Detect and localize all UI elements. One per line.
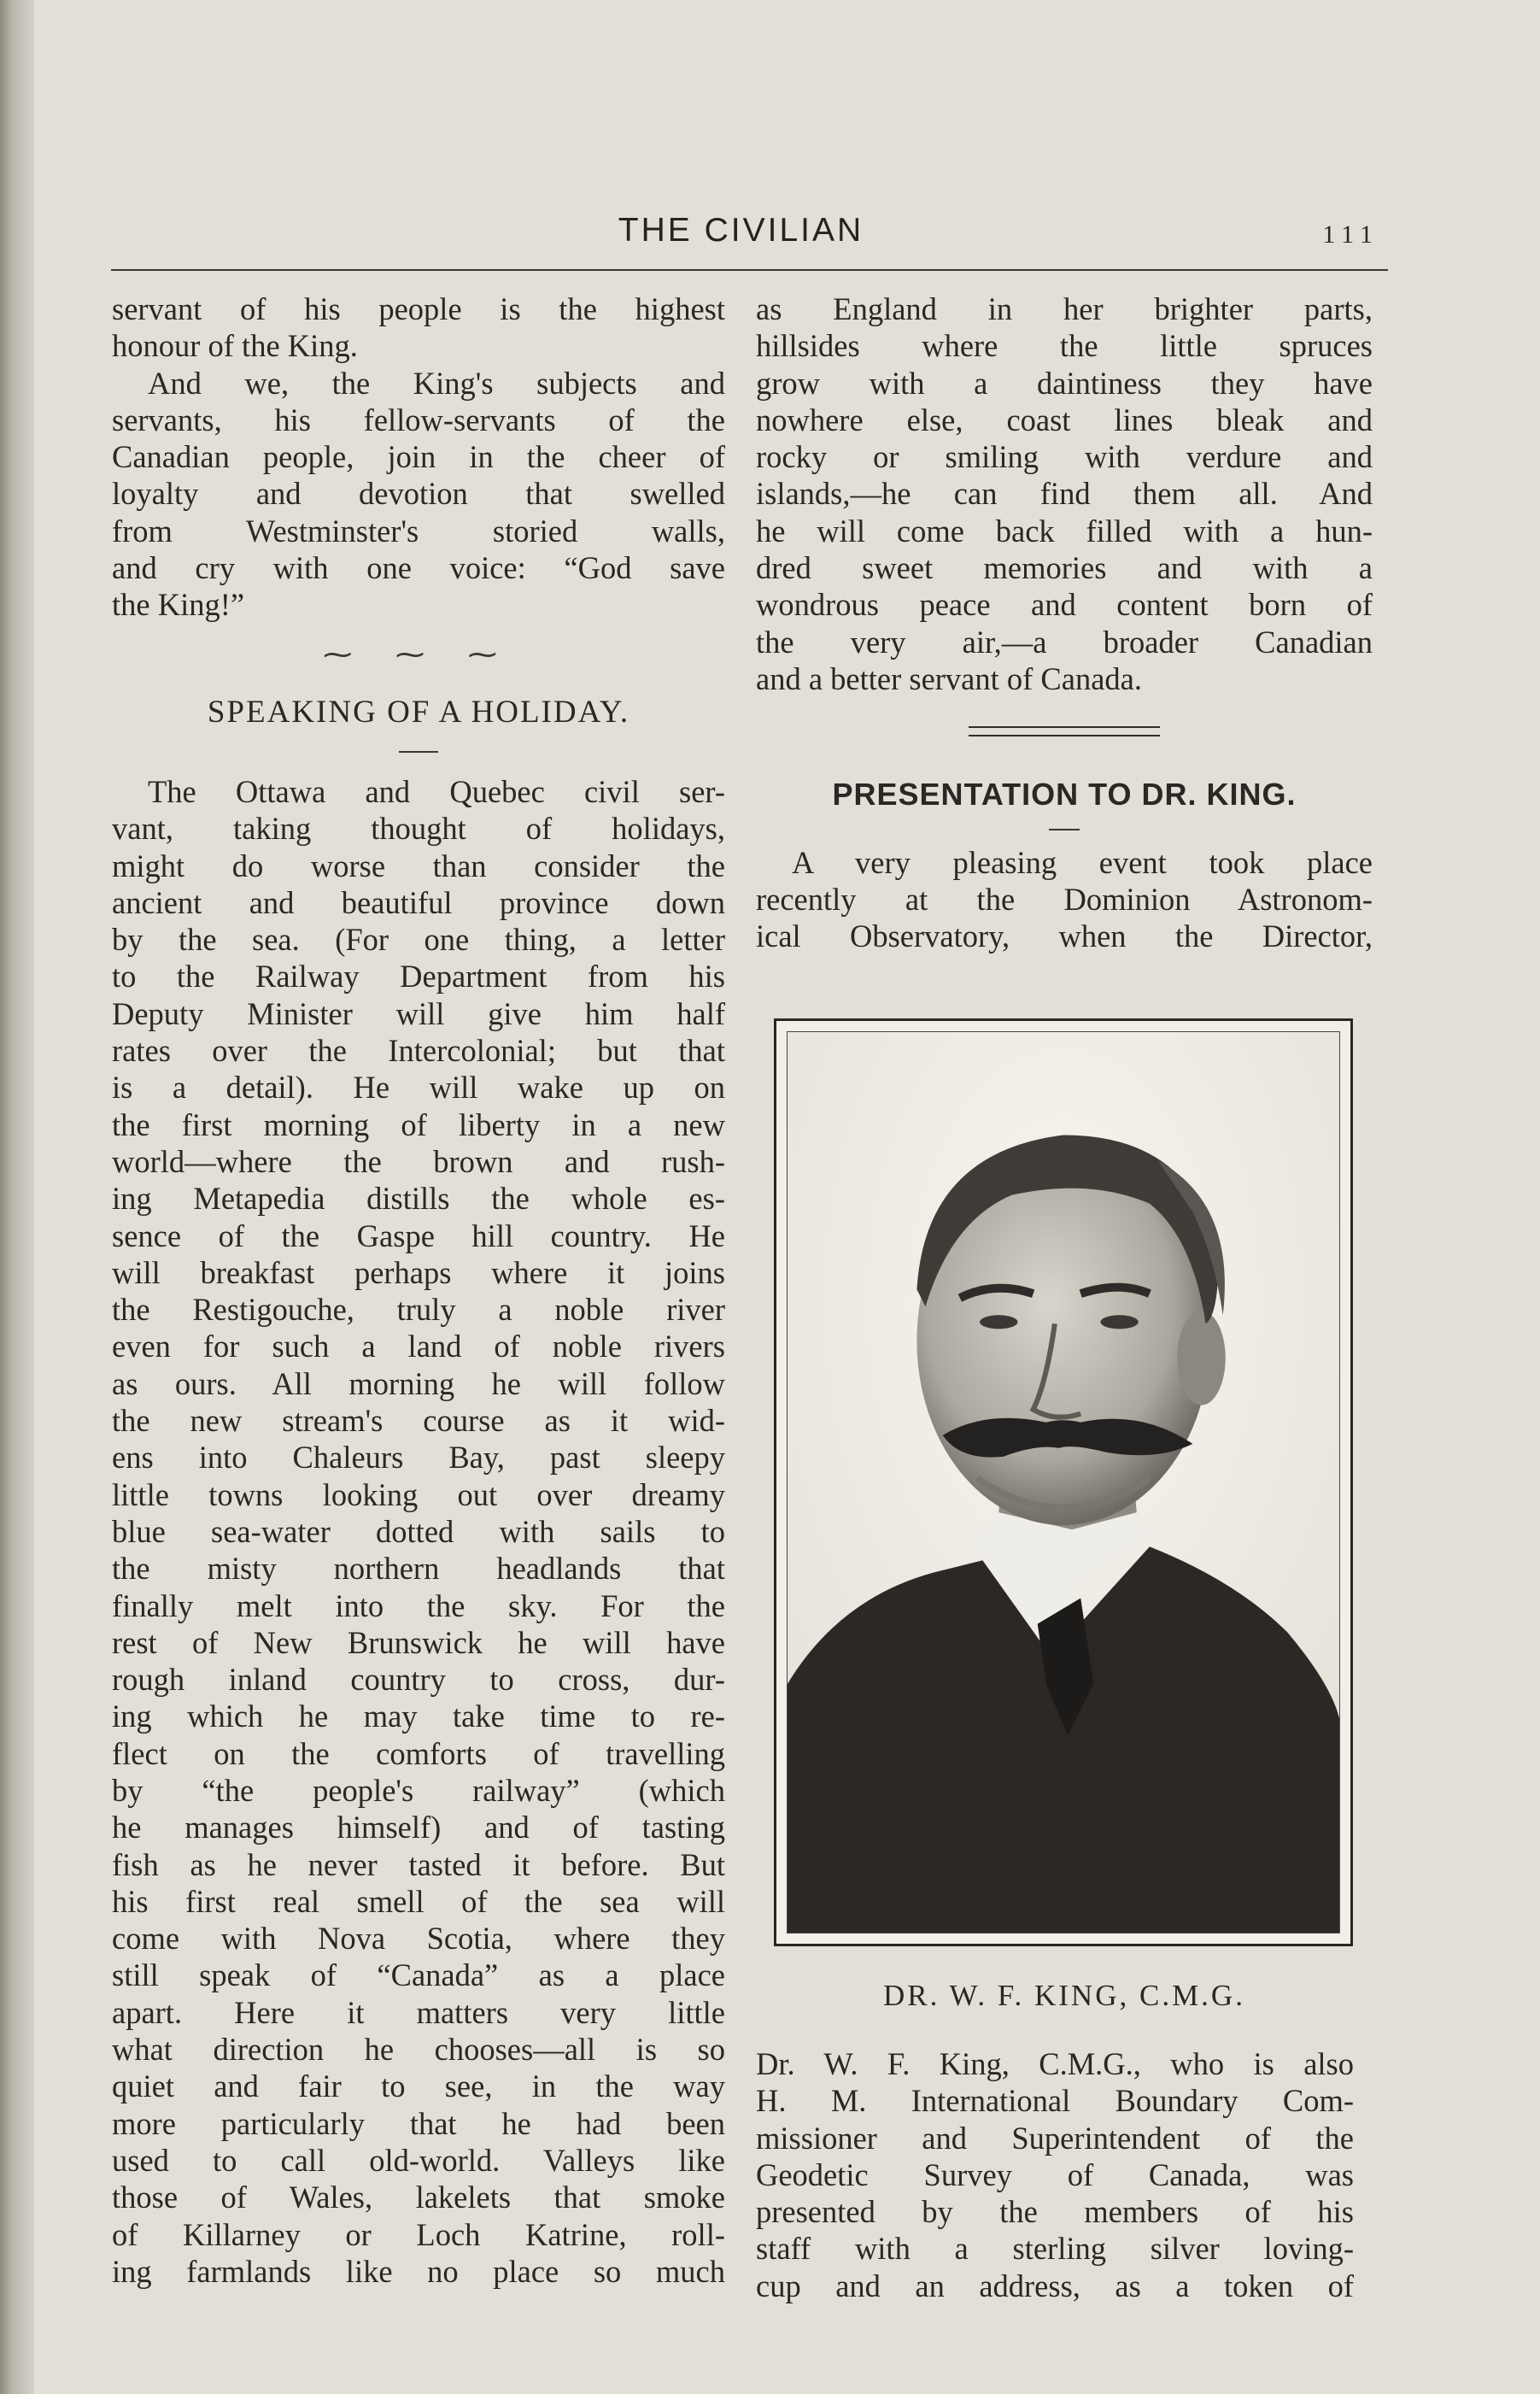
text-line: by the sea. (For one thing, a letter [112, 922, 725, 958]
heading-dash [1049, 829, 1080, 830]
text-line: wondrous peace and content born of [756, 587, 1373, 623]
text-line: cup and an address, as a token of [756, 2268, 1354, 2303]
text-line: even for such a land of noble rivers [112, 1329, 725, 1364]
text-line: still speak of “Canada” as a place [112, 1957, 725, 1993]
text-line: his first real smell of the sea will [112, 1883, 725, 1919]
text-line: Geodetic Survey of Canada, was [756, 2156, 1354, 2192]
text-line: Canadian people, join in the cheer of [112, 439, 725, 475]
text-line: sence of the Gaspe hill country. He [112, 1218, 725, 1253]
text-line: H. M. International Boundary Com- [756, 2083, 1354, 2119]
text-line: ing farmlands like no place so much [112, 2253, 725, 2289]
text-line: blue sea-water dotted with sails to [112, 1513, 725, 1549]
text-line: honour of the King. [112, 328, 358, 364]
page-header [94, 212, 1388, 272]
text-line: vant, taking thought of holidays, [112, 811, 725, 847]
section-double-rule [969, 726, 1160, 736]
text-line: from Westminster's storied walls, [112, 513, 725, 549]
text-line: Dr. W. F. King, C.M.G., who is also [756, 2046, 1354, 2081]
holiday-heading: SPEAKING OF A HOLIDAY. [207, 694, 630, 730]
text-line: the first morning of liberty in a new [112, 1106, 725, 1142]
text-line: by “the people's railway” (which [112, 1772, 725, 1808]
page-number: 111 [1322, 220, 1379, 249]
text-line: The Ottawa and Quebec civil ser- [148, 773, 725, 809]
text-line: ens into Chaleurs Bay, past sleepy [112, 1440, 725, 1476]
text-line: hillsides where the little spruces [756, 328, 1373, 364]
text-line: he will come back filled with a hun- [756, 513, 1373, 549]
text-line: ing which he may take time to re- [112, 1699, 725, 1734]
text-line: he manages himself) and of tasting [112, 1810, 725, 1845]
text-line: missioner and Superintendent of the [756, 2120, 1354, 2156]
text-line: more particularly that he had been [112, 2105, 725, 2141]
text-line: A very pleasing event took place [792, 844, 1373, 880]
left-paragraph-1 [112, 290, 725, 365]
right-paragraph-1 [756, 290, 1373, 697]
text-line: little towns looking out over dreamy [112, 1476, 725, 1512]
text-line: will breakfast perhaps where it joins [112, 1254, 725, 1290]
text-line: finally melt into the sky. For the [112, 1587, 725, 1623]
text-line: those of Wales, lakelets that smoke [112, 2180, 725, 2215]
text-line: fish as he never tasted it before. But [112, 1846, 725, 1882]
text-line: as England in her brighter parts, [756, 291, 1373, 326]
portrait-frame [774, 1018, 1353, 1946]
text-line: rocky or smiling with verdure and [756, 439, 1373, 475]
text-line: dred sweet memories and with a [756, 550, 1373, 586]
right-column [756, 290, 1373, 954]
text-line: might do worse than consider the [112, 848, 725, 883]
text-line: rates over the Intercolonial; but that [112, 1033, 725, 1069]
text-line: servants, his fellow-servants of the [112, 402, 725, 437]
text-line: the King!” [112, 587, 245, 623]
text-line: ancient and beautiful province down [112, 884, 725, 920]
right-column-bottom [756, 2045, 1354, 2304]
left-paragraph-3 [112, 773, 725, 2290]
heading-dash [399, 751, 438, 753]
text-line: come with Nova Scotia, where they [112, 1921, 725, 1957]
portrait-illustration [788, 1032, 1339, 1933]
text-line: used to call old-world. Valleys like [112, 2142, 725, 2178]
page-gutter-shadow [0, 0, 34, 2394]
presentation-heading: PRESENTATION TO DR. KING. [832, 777, 1297, 813]
left-column [112, 290, 725, 2290]
text-line: flect on the comforts of travelling [112, 1735, 725, 1771]
ornament-glyphs: ⁓ ⁓ ⁓ [323, 637, 514, 672]
header-rule [111, 269, 1388, 271]
text-line: to the Railway Department from his [112, 959, 725, 995]
right-paragraph-3 [756, 2045, 1354, 2304]
text-line: servant of his people is the highest [112, 291, 725, 326]
publication-title: THE CIVILIAN [618, 212, 864, 249]
text-line: the Restigouche, truly a noble river [112, 1292, 725, 1328]
text-line: the misty northern headlands that [112, 1551, 725, 1587]
text-line: ing Metapedia distills the whole es- [112, 1181, 725, 1217]
text-line: presented by the members of his [756, 2194, 1354, 2230]
text-line: the new stream's course as it wid- [112, 1403, 725, 1439]
text-line: staff with a sterling silver loving- [756, 2231, 1354, 2267]
text-line: and a better servant of Canada. [756, 660, 1142, 696]
section-ornament [112, 631, 725, 678]
text-line: And we, the King's subjects and [148, 365, 725, 401]
text-line: rest of New Brunswick he will have [112, 1624, 725, 1660]
text-line: quiet and fair to see, in the way [112, 2068, 725, 2104]
text-line: the very air,—a broader Canadian [756, 624, 1373, 660]
text-line: what direction he chooses—all is so [112, 2032, 725, 2068]
text-line: world—where the brown and rush- [112, 1143, 725, 1179]
portrait-photo [787, 1031, 1340, 1933]
text-line: ical Observatory, when the Director, [756, 918, 1373, 954]
text-line: recently at the Dominion Astronom- [756, 881, 1373, 917]
text-line: grow with a daintiness they have [756, 365, 1373, 401]
text-line: is a detail). He will wake up on [112, 1070, 725, 1106]
text-line: islands,—he can find them all. And [756, 476, 1373, 512]
text-line: rough inland country to cross, dur- [112, 1662, 725, 1698]
portrait-caption: DR. W. F. KING, C.M.G. [883, 1979, 1245, 2012]
left-paragraph-2 [112, 365, 725, 624]
text-line: nowhere else, coast lines bleak and [756, 402, 1373, 437]
right-paragraph-2 [756, 844, 1373, 955]
text-line: Deputy Minister will give him half [112, 995, 725, 1031]
text-line: as ours. All morning he will follow [112, 1365, 725, 1401]
text-line: and cry with one voice: “God save [112, 550, 725, 586]
text-line: apart. Here it matters very little [112, 1994, 725, 2030]
text-line: loyalty and devotion that swelled [112, 476, 725, 512]
text-line: of Killarney or Loch Katrine, roll- [112, 2216, 725, 2252]
